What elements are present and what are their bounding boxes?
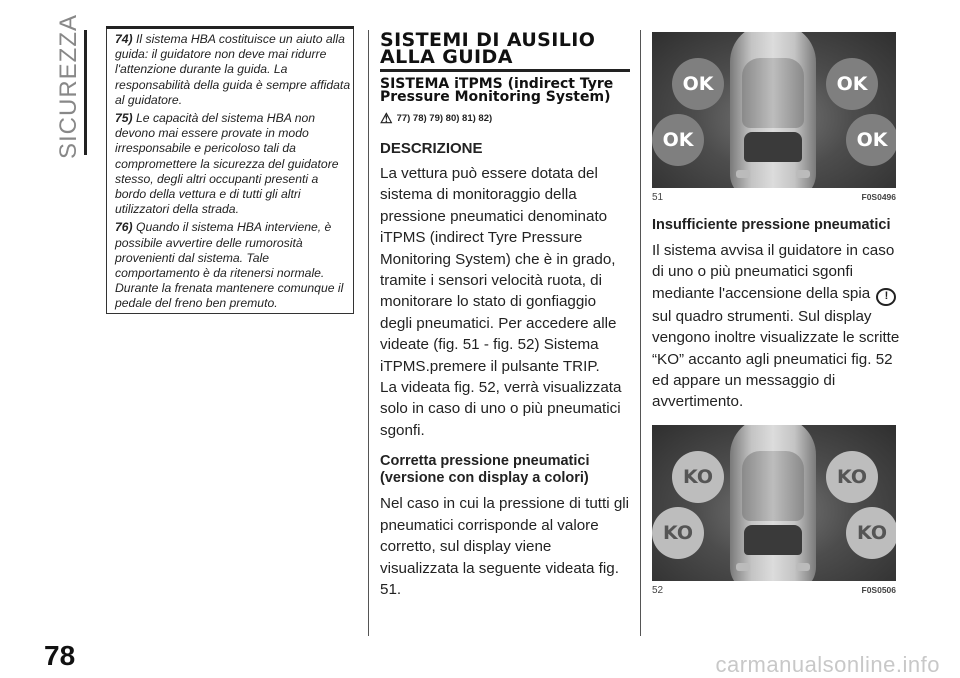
correct-text: Nel caso in cui la pressione di tutti gli pneumatici corrisponde al valore corretto, sul display viene visualizzata la seguente videata fig. 51.	[380, 495, 630, 598]
figure-number: 51	[652, 192, 664, 203]
car-rear-glass	[744, 132, 802, 162]
tyre-rear-left-status: KO	[652, 507, 704, 559]
car-light	[736, 563, 750, 571]
insuff-heading: Insufficiente pressione pneumatici	[652, 217, 891, 233]
insuff-text	[652, 240, 900, 413]
warning-text: Le capacità del sistema HBA non devono mai essere provate in modo irresponsabile e pericoloso tali da compromettere la sicurezza del guidatore stesso, degli altri occupanti presenti a bordo della vettura e di tutti gli altri utilizzatori della strada.	[115, 111, 339, 217]
tyre-rear-right-status: OK	[846, 114, 896, 166]
car-light	[796, 563, 810, 571]
warnings-top-rule	[106, 26, 354, 29]
desc-text-2: La videata fig. 52, verrà visualizzata solo in caso di uno o più pneumatici sgonfi.	[380, 379, 622, 439]
warning-refs	[380, 112, 630, 124]
right-column	[652, 32, 900, 596]
desc-text: La vettura può essere dotata del sistema di monitoraggio della pressione pneumatici denominato iTPMS (indirect Tyre Pressure Monitoring System) che è in grado, tramite i sensori velocità ruota, di monitorare lo stato di gonfiaggio degli pneumatici. Per accedere alle videate (fig. 51 - fig. 52) Sistema iTPMS.premere il pulsante TRIP.	[380, 165, 617, 375]
car-roof	[742, 451, 804, 521]
tyre-front-left-status: KO	[672, 451, 724, 503]
warning-76	[115, 220, 351, 311]
refs-text: 77) 78) 79) 80) 81) 82)	[396, 112, 493, 124]
car-light	[796, 170, 810, 178]
page-title: SISTEMI DI AUSILIO ALLA GUIDA	[380, 29, 596, 68]
warning-75	[115, 111, 351, 217]
car-roof	[742, 58, 804, 128]
car-rear-glass	[744, 525, 802, 555]
car-light	[736, 170, 750, 178]
figure-number: 52	[652, 584, 664, 596]
warning-number: 74)	[115, 32, 133, 46]
watermark: carmanualsonline.info	[715, 652, 940, 677]
warning-triangle-icon: ⚠	[380, 110, 393, 126]
warning-number: 76)	[115, 220, 133, 235]
warning-74	[115, 32, 351, 108]
page-number: 78	[44, 640, 76, 671]
warning-text: Quando il sistema HBA interviene, è possibile avvertire delle rumorosità provenienti dal sistema. Tale comportamento è da ritenersi normale. Durante la frenata mantenere comunque il pedale del freno ben premuto.	[115, 220, 344, 311]
section-label: SICUREZZA	[55, 13, 82, 159]
warnings-box	[106, 28, 354, 314]
figure-51-ok	[652, 32, 896, 188]
car-top-view	[730, 425, 816, 581]
insuff-text-a: Il sistema avvisa il guidatore in caso di uno o più pneumatici sgonfi mediante l'accensione della spia	[652, 242, 895, 302]
warning-number: 75)	[115, 111, 133, 126]
figure-code: F0S0506	[861, 584, 896, 595]
tyre-front-right-status: KO	[826, 451, 878, 503]
tyre-rear-left-status: OK	[652, 114, 704, 166]
figure-52-ko	[652, 425, 896, 581]
column-divider	[640, 30, 641, 636]
car-top-view	[730, 32, 816, 188]
figure-52-caption	[652, 585, 896, 596]
tyre-front-left-status: OK	[672, 58, 724, 110]
insuff-text-b: sul quadro strumenti. Sul display vengono inoltre visualizzate le scritte “KO” accanto agli pneumatici fig. 52 ed appare un messaggio di avvertimento.	[652, 307, 900, 411]
correct-heading: Corretta pressione pneumatici (versione con display a colori)	[380, 453, 590, 487]
figure-code: F0S0496	[861, 192, 896, 202]
title-rule	[380, 69, 630, 72]
section-bar	[84, 30, 87, 155]
main-column	[380, 29, 630, 600]
warning-text: Il sistema HBA costituisce un aiuto alla guida: il guidatore non deve mai ridurre l'attenzione durante la guida. La responsabilità della guida è sempre affidata al guidatore.	[115, 32, 351, 107]
section-subtitle: SISTEMA iTPMS (indirect Tyre Pressure Monitoring System)	[380, 76, 614, 105]
figure-51-caption	[652, 192, 896, 203]
desc-heading: DESCRIZIONE	[380, 140, 483, 157]
section-side-tab	[52, 13, 82, 160]
tyre-pressure-warning-icon: !	[876, 288, 896, 306]
tyre-front-right-status: OK	[826, 58, 878, 110]
column-divider	[368, 30, 369, 636]
tyre-rear-right-status: KO	[846, 507, 896, 559]
